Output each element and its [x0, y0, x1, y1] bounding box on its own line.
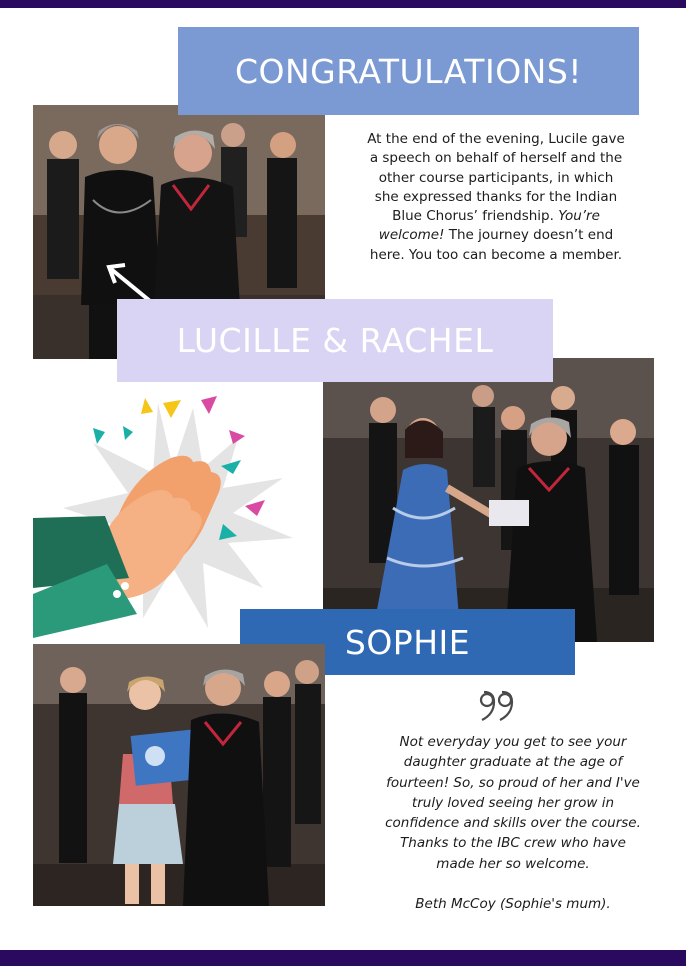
- photo-sophie-certificate: [33, 644, 325, 906]
- lucille-rachel-banner: LUCILLE & RACHEL: [117, 299, 553, 382]
- quote-mark-icon: [478, 688, 518, 724]
- bottom-frame-bar: [0, 950, 686, 966]
- clapping-hands-icon: [33, 388, 303, 638]
- story-text-part1: At the end of the evening, Lucile gave a speech on behalf of herself and the other course participants, in which she expressed thanks for the Indian Blue Chorus’ friendship.: [367, 131, 625, 225]
- congratulations-banner: CONGRATULATIONS!: [178, 27, 639, 115]
- story-emphasis: You’re welcome!: [378, 208, 600, 244]
- testimonial-quote: Not everyday you get to see your daughter graduate at the age of fourteen! So, so proud of her and I've truly loved seeing her grow in confidence and skills over the course. Thanks to the IBC crew who have made her so welcome.: [385, 734, 641, 872]
- photo-graduation-hug: [323, 358, 654, 642]
- story-text-part2: The journey doesn’t end here. You too can become a member.: [369, 227, 623, 263]
- story-paragraph: [366, 130, 626, 265]
- top-frame-bar: [0, 0, 686, 8]
- testimonial-author: Beth McCoy (Sophie's mum).: [415, 896, 611, 912]
- sophie-banner: SOPHIE: [240, 609, 575, 675]
